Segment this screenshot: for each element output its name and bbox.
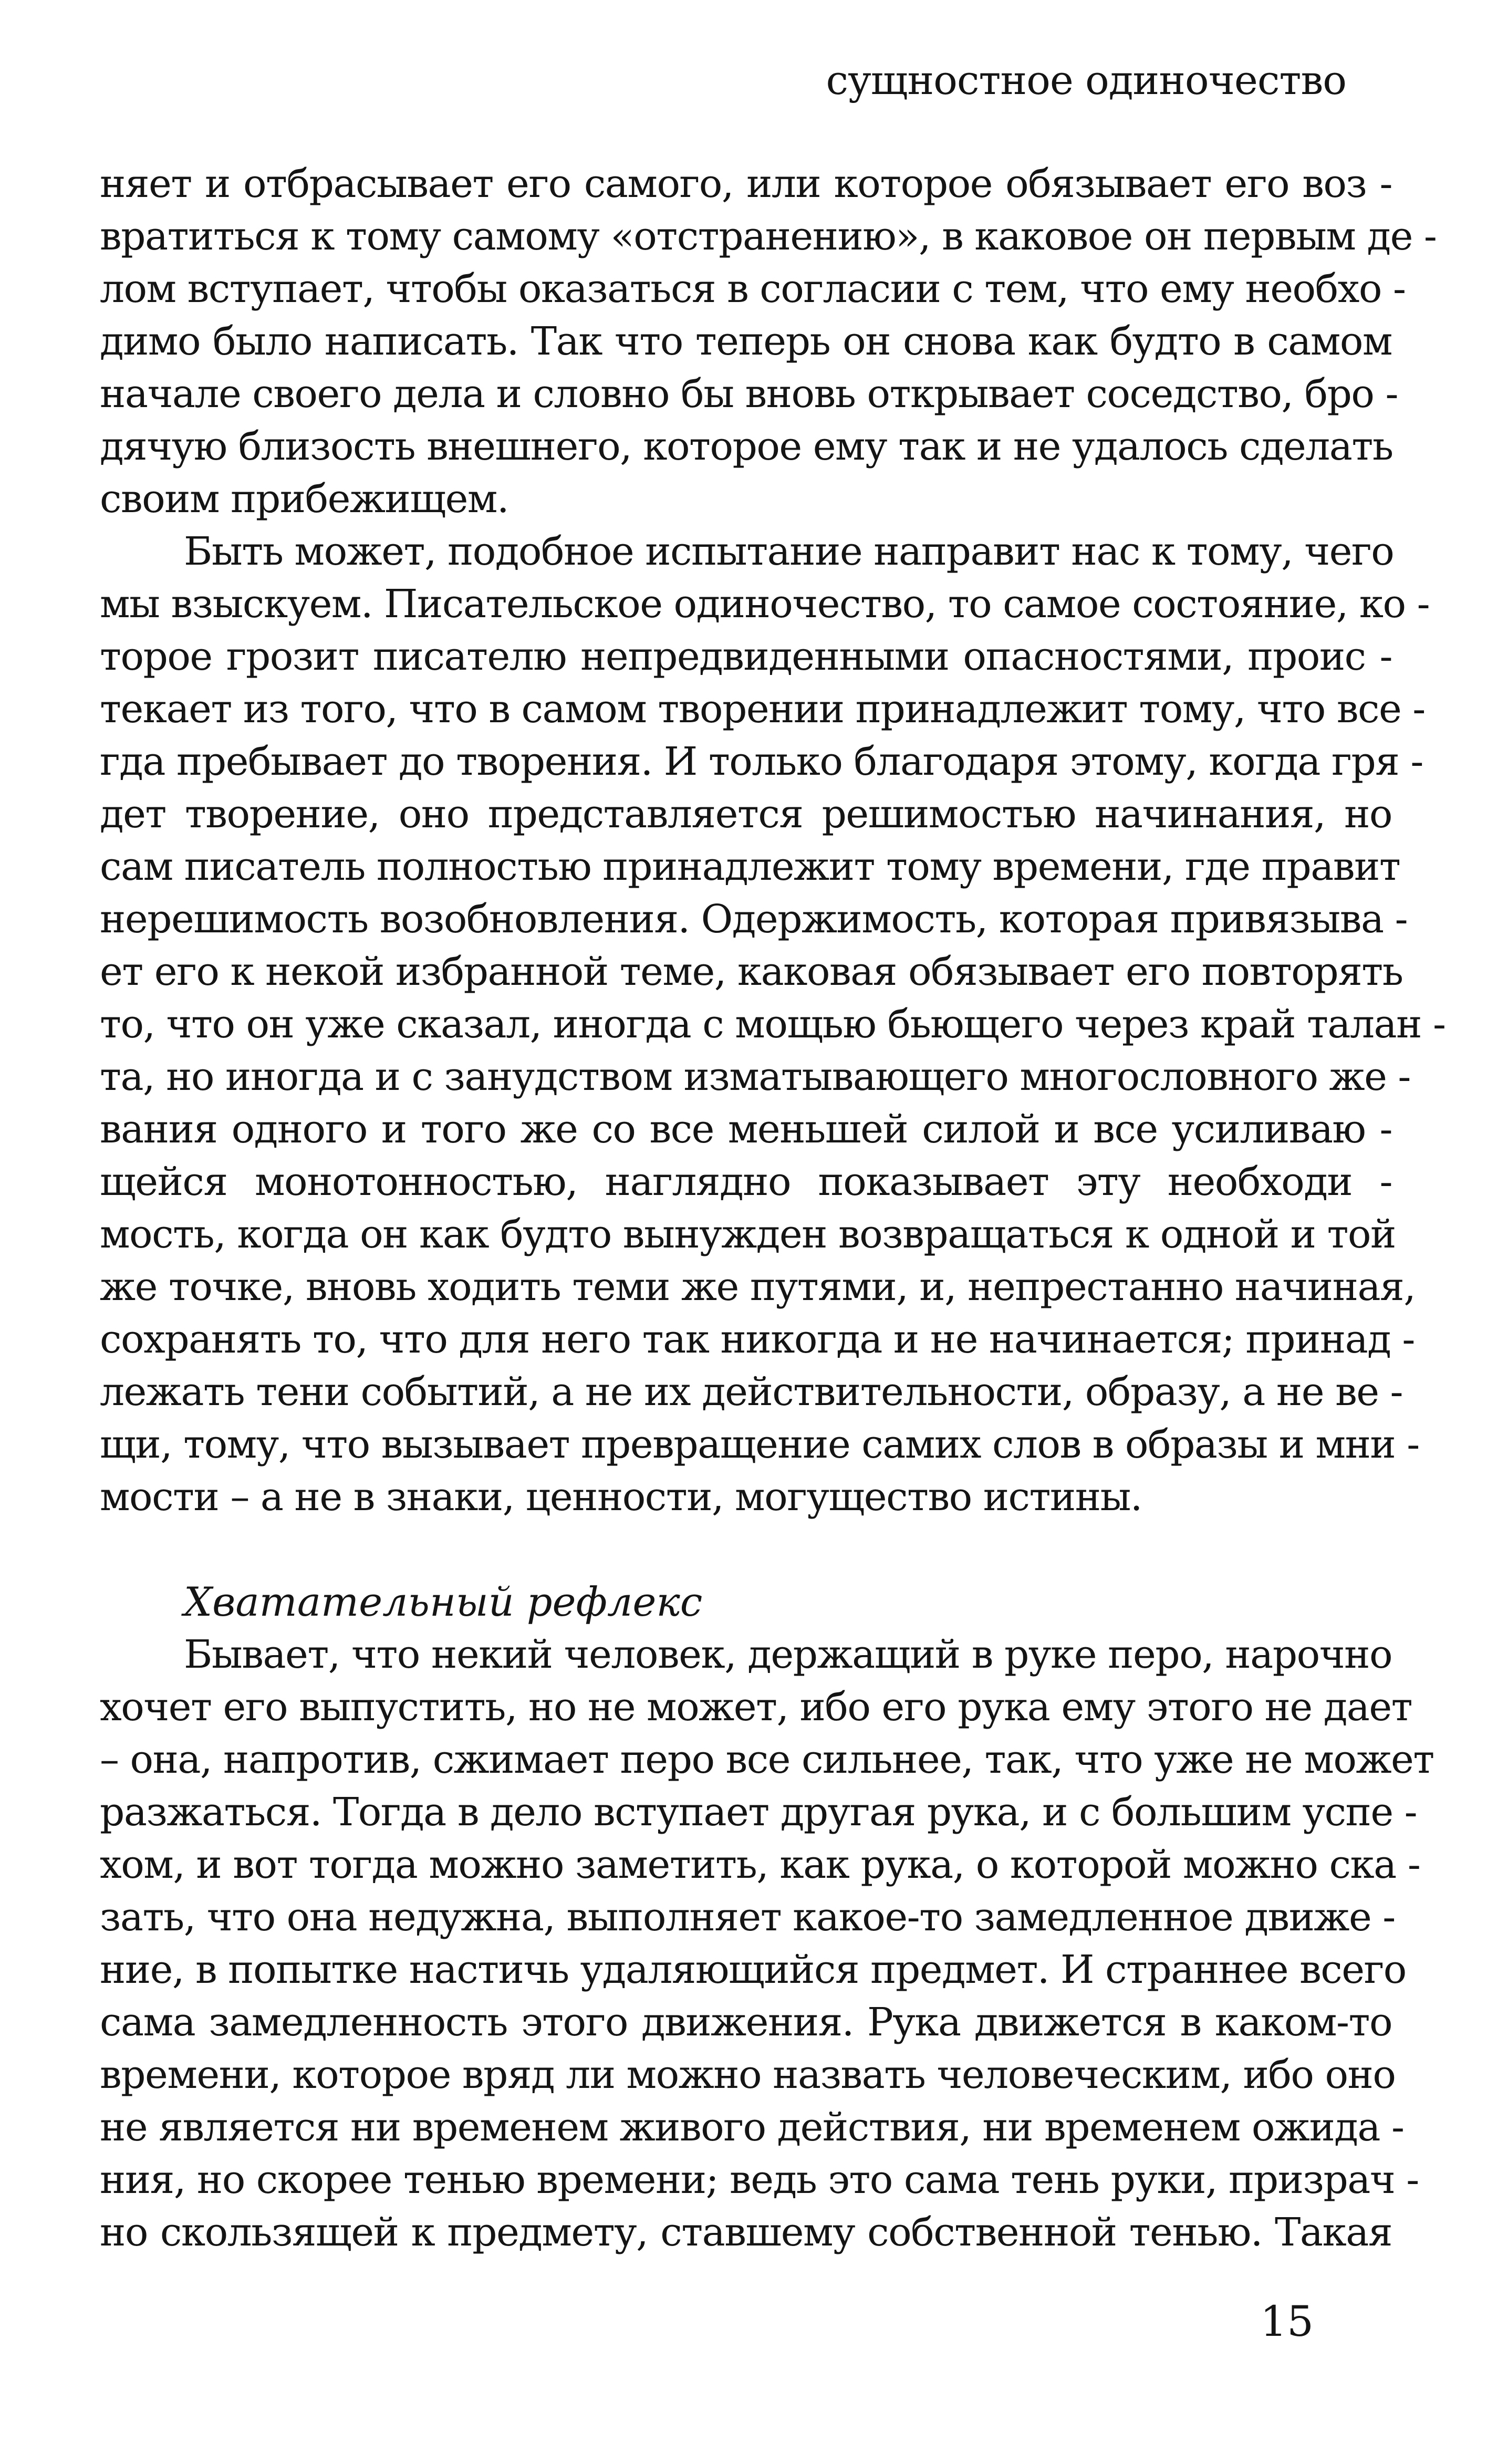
text-line: мы взыскуем. Писательское одиночество, то самое состояние, ко - <box>100 581 1430 627</box>
text-line: сохранять то, что для него так никогда и не начинается; принад - <box>100 1317 1415 1362</box>
text-line: та, но иногда и с занудством изматывающего многословного же - <box>100 1054 1410 1099</box>
section-spacer <box>100 1523 1392 1576</box>
text-line: зать, что она недужна, выполняет какое-то замедленное движе - <box>100 1895 1395 1940</box>
text-line: вания одного и того же со все меньшей силой и все усиливаю - <box>100 1107 1392 1152</box>
text-line: Быть может, подобное испытание направит нас к тому, чего <box>184 529 1394 574</box>
text-line: же точке, вновь ходить теми же путями, и, непрестанно начиная, <box>100 1264 1416 1309</box>
text-line: щейся монотонностью, наглядно показывает эту необходи - <box>100 1159 1392 1204</box>
text-line: гда пребывает до творения. И только благодаря этому, когда гря - <box>100 739 1423 784</box>
text-line: лом вступает, чтобы оказаться в согласии с тем, что ему необхо - <box>100 266 1406 311</box>
text-line: сам писатель полностью принадлежит тому времени, где правит <box>100 844 1400 889</box>
text-line: то, что он уже сказал, иногда с мощью бьющего через край талан - <box>100 1002 1446 1047</box>
text-line: мость, когда он как будто вынужден возвращаться к одной и той <box>100 1212 1396 1257</box>
text-line: лежать тени событий, а не их действительности, образу, а не ве - <box>100 1369 1403 1415</box>
text-line: торое грозит писателю непредвиденными опасностями, проис - <box>100 634 1392 679</box>
page-number: 15 <box>1260 2297 1314 2346</box>
body-text <box>100 158 1446 2259</box>
text-line: начале своего дела и словно бы вновь открывает соседство, бро - <box>100 371 1398 417</box>
text-line: вратиться к тому самому «отстранению», в каковое он первым де - <box>100 214 1437 259</box>
text-line: – она, напротив, сжимает перо все сильнее, так, что уже не может <box>100 1737 1434 1782</box>
text-line: хом, и вот тогда можно заметить, как рука, о которой можно ска - <box>100 1842 1420 1887</box>
text-line: разжаться. Тогда в дело вступает другая рука, и с большим успе - <box>100 1790 1417 1835</box>
text-line: времени, которое вряд ли можно назвать человеческим, ибо оно <box>100 2052 1396 2097</box>
text-line: дячую близость внешнего, которое ему так и не удалось сделать <box>100 424 1393 469</box>
text-line: няет и отбрасывает его самого, или которое обязывает его воз - <box>100 161 1392 206</box>
text-line: ния, но скорее тенью времени; ведь это сама тень руки, призрач - <box>100 2157 1419 2202</box>
text-line: Бывает, что некий человек, держащий в руке перо, нарочно <box>184 1632 1392 1677</box>
text-line: ет его к некой избранной теме, каковая обязывает его повторять <box>100 949 1403 994</box>
text-line: сама замедленность этого движения. Рука движется в каком-то <box>100 2000 1392 2045</box>
text-line: но скользящей к предмету, ставшему собственной тенью. Такая <box>100 2210 1392 2255</box>
section-heading: Хватательный рефлекс <box>184 1578 703 1625</box>
text-line: нерешимость возобновления. Одержимость, которая привязыва - <box>100 897 1408 942</box>
text-line: текает из того, что в самом творении принадлежит тому, что все - <box>100 687 1425 732</box>
text-line: хочет его выпустить, но не может, ибо его рука ему этого не дает <box>100 1685 1412 1730</box>
text-line: не является ни временем живого действия, ни временем ожида - <box>100 2105 1404 2150</box>
text-line: дет творение, оно представляется решимостью начинания, но <box>100 792 1392 837</box>
text-line: димо было написать. Так что теперь он снова как будто в самом <box>100 319 1392 364</box>
text-line: мости – а не в знаки, ценности, могущество истины. <box>100 1474 1142 1520</box>
text-line: ние, в попытке настичь удаляющийся предмет. И страннее всего <box>100 1947 1406 1992</box>
text-line: своим прибежищем. <box>100 476 508 522</box>
running-header: сущностное одиночество <box>826 57 1346 103</box>
text-line: щи, тому, что вызывает превращение самих слов в образы и мни - <box>100 1422 1419 1467</box>
